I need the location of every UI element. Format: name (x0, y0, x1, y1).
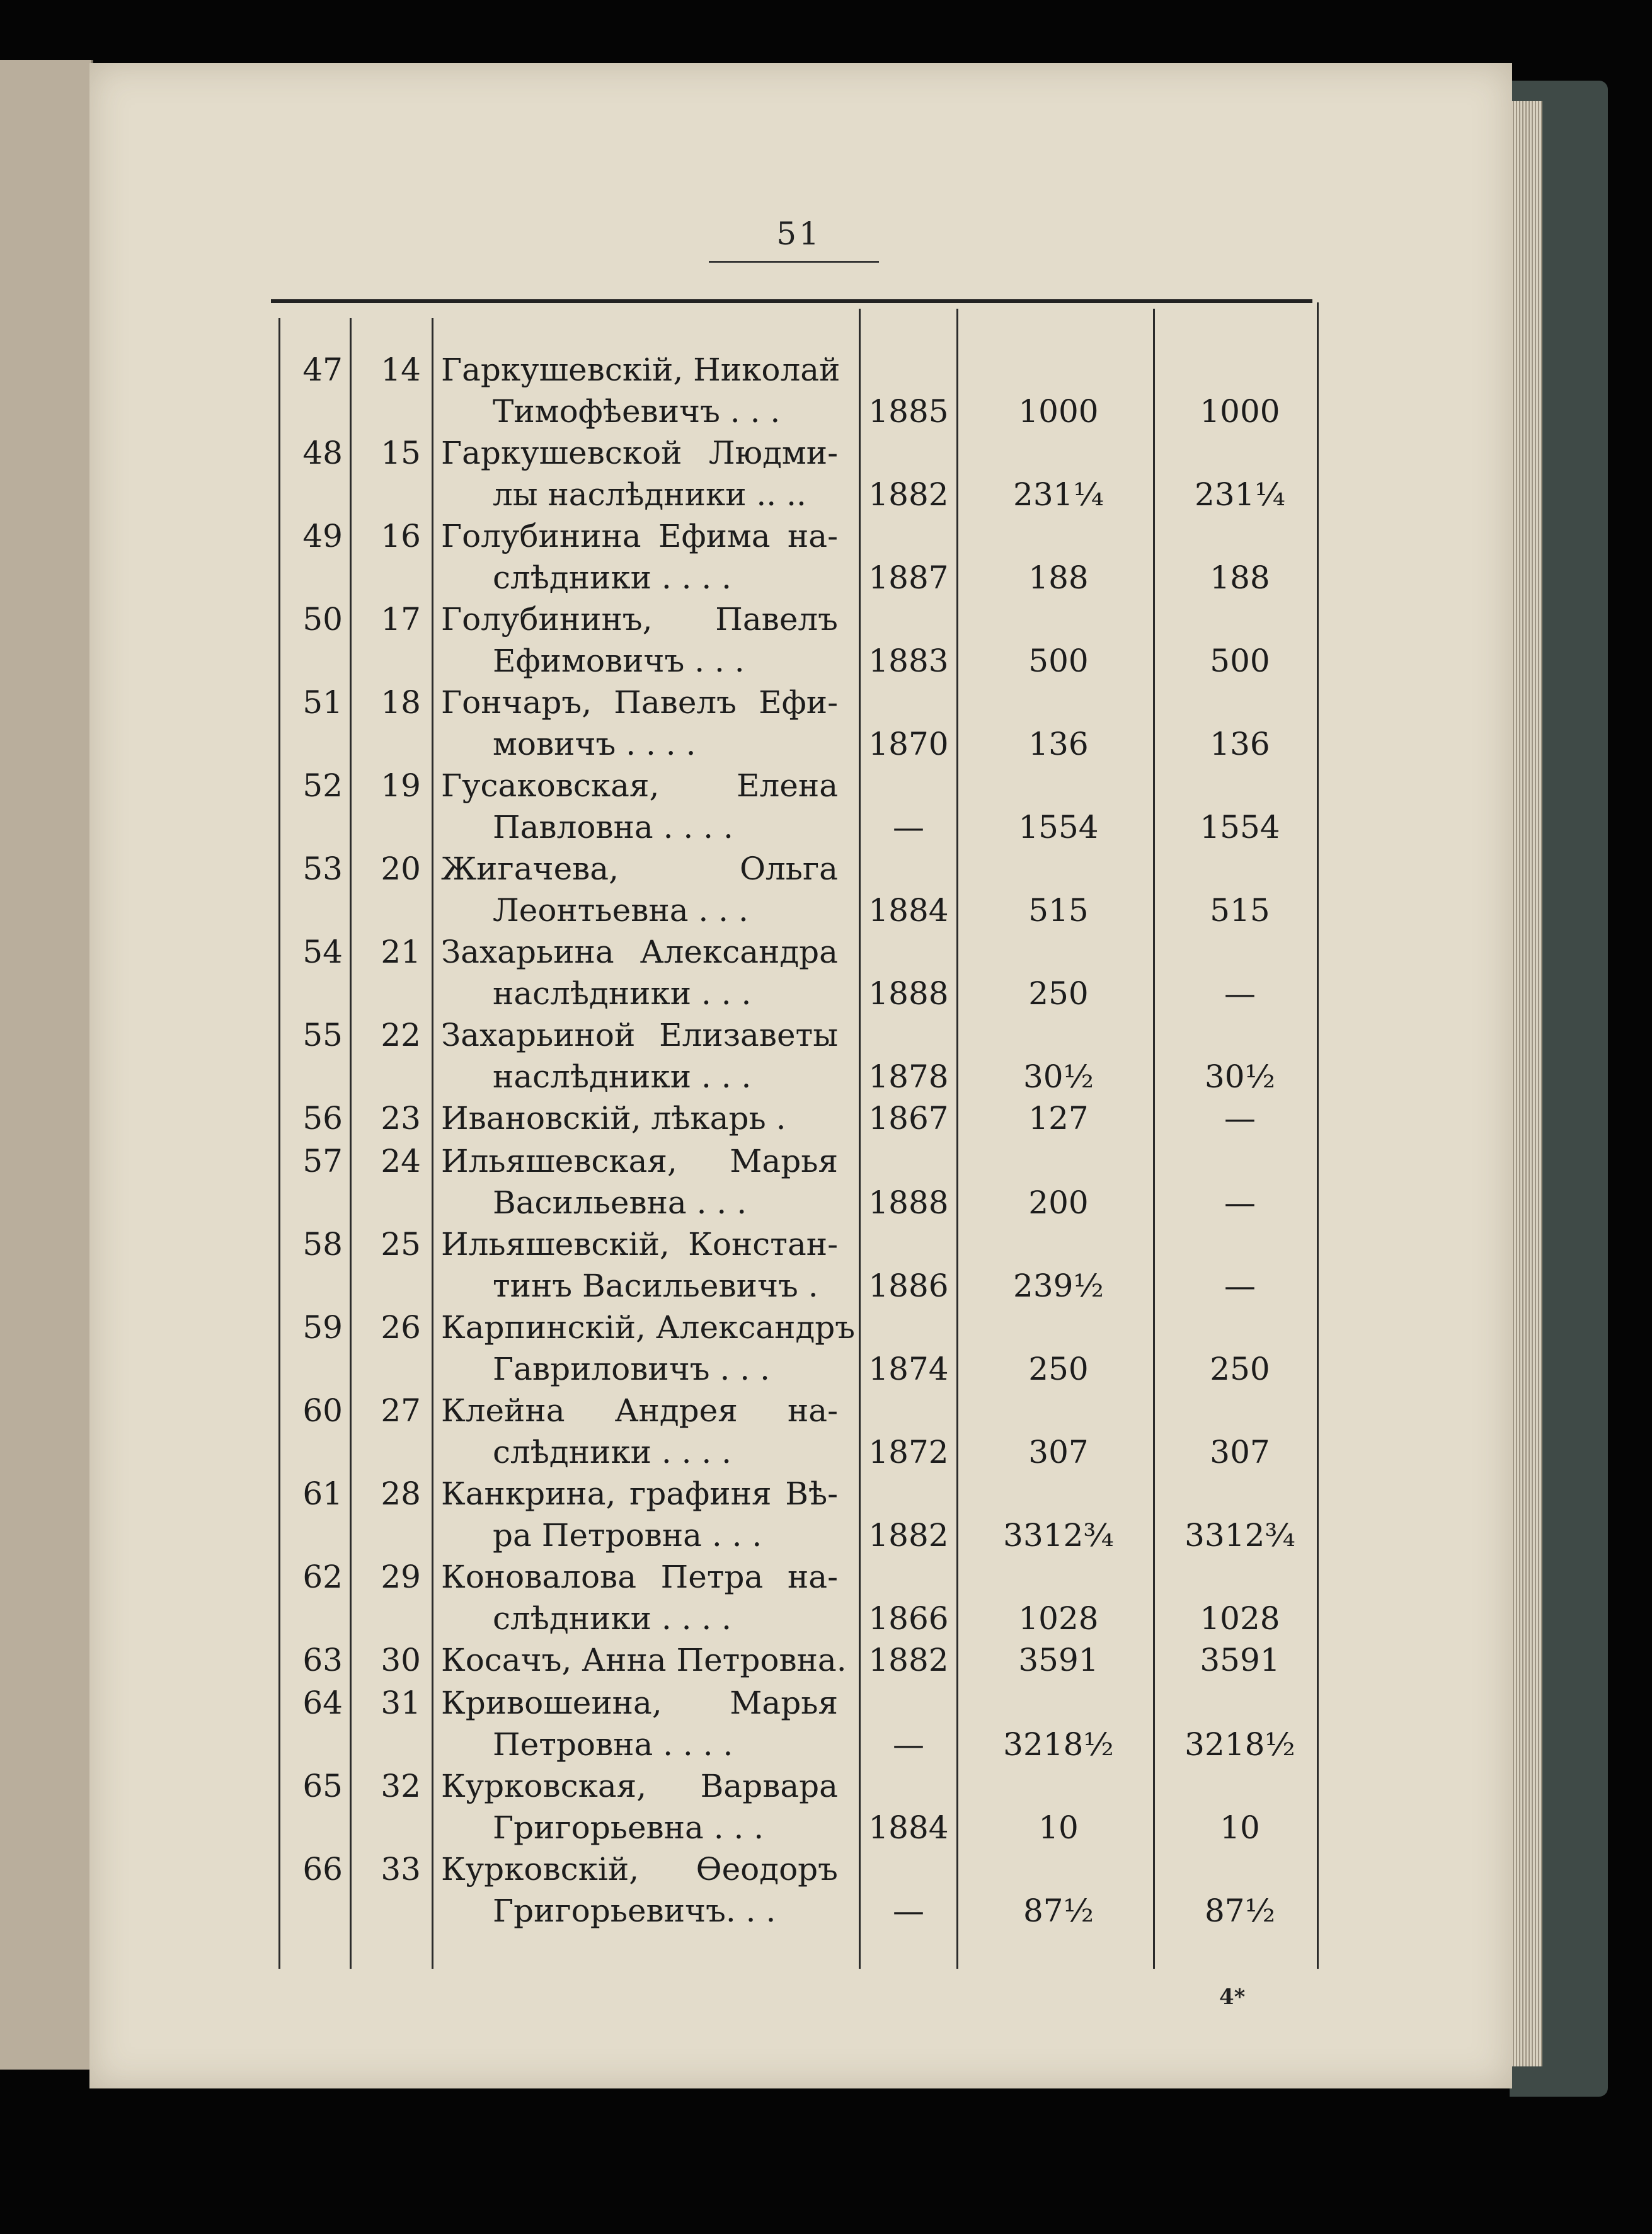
name-line-1: Ильяшевскій, Констан- (441, 1226, 838, 1263)
amount-1: 30½ (1023, 1058, 1094, 1095)
entry-number: 66 (302, 1851, 343, 1887)
year: 1883 (868, 643, 949, 679)
name-line-1: Захарьиной Елизаветы (441, 1017, 838, 1053)
sub-number: 24 (381, 1143, 421, 1179)
entry-number: 62 (302, 1559, 343, 1595)
amount-2: 307 (1210, 1434, 1270, 1470)
amount-1: 3312¾ (1003, 1517, 1114, 1554)
entry-number: 56 (302, 1100, 343, 1137)
amount-2: 87½ (1204, 1893, 1276, 1929)
sub-number: 21 (381, 934, 421, 970)
sub-number: 32 (381, 1768, 421, 1804)
name-line-1: Голубинина Ефима на- (441, 518, 838, 554)
sub-number: 14 (381, 352, 421, 388)
name-line-2: Васильевна . . . (493, 1184, 747, 1221)
table-row (0, 1307, 1652, 1390)
sub-number: 27 (381, 1392, 421, 1429)
table-row (0, 1557, 1652, 1640)
entry-number: 50 (302, 601, 343, 638)
name-line-1: Гусаковская, Елена (441, 767, 838, 804)
amount-1: 1554 (1018, 809, 1099, 845)
year: 1882 (868, 476, 949, 513)
name-line-1: Голубининъ, Павелъ (441, 601, 838, 638)
name-line-2: тинъ Васильевичъ . (493, 1268, 818, 1304)
entry-number: 64 (302, 1685, 343, 1721)
page-number: 51 (776, 215, 822, 252)
table-row (0, 516, 1652, 599)
table-row (0, 350, 1652, 433)
amount-1: 515 (1028, 892, 1089, 929)
table-row (0, 599, 1652, 682)
amount-2: 10 (1220, 1809, 1260, 1846)
name-line-2: Григорьевна . . . (493, 1809, 764, 1846)
entry-number: 55 (302, 1017, 343, 1053)
entry-number: 54 (302, 934, 343, 970)
entry-number: 57 (302, 1143, 343, 1179)
amount-2: 3312¾ (1185, 1517, 1295, 1554)
name-line-2: Григорьевичъ. . . (493, 1893, 776, 1929)
name-line-1: Жигачева, Ольга (441, 851, 838, 887)
table-row (0, 1015, 1652, 1098)
table-row (0, 1849, 1652, 1932)
amount-2: 188 (1210, 559, 1270, 596)
amount-2: — (1224, 1184, 1256, 1221)
name-line-1: Ивановскій, лѣкарь . (441, 1100, 786, 1137)
year: 1872 (868, 1434, 949, 1470)
sub-number: 33 (381, 1851, 421, 1887)
amount-1: 307 (1028, 1434, 1089, 1470)
year: 1867 (868, 1100, 949, 1137)
year: 1888 (868, 975, 949, 1012)
table-row (0, 1766, 1652, 1849)
year: — (893, 809, 924, 845)
name-line-1: Курковская, Варвара (441, 1768, 838, 1804)
amount-2: 515 (1210, 892, 1270, 929)
amount-1: 231¼ (1013, 476, 1104, 513)
entry-number: 47 (302, 352, 343, 388)
table-row (0, 1390, 1652, 1474)
sub-number: 23 (381, 1100, 421, 1137)
name-line-2: ра Петровна . . . (493, 1517, 762, 1554)
table-row (0, 1683, 1652, 1766)
entry-number: 51 (302, 684, 343, 721)
name-line-1: Курковскій, Ѳеодоръ (441, 1851, 838, 1887)
name-line-1: Клейна Андрея на- (441, 1392, 838, 1429)
amount-1: 127 (1028, 1100, 1089, 1137)
year: 1888 (868, 1184, 949, 1221)
year: 1870 (868, 726, 949, 762)
table-row (0, 1141, 1652, 1224)
name-line-1: Коновалова Петра на- (441, 1559, 838, 1595)
name-line-2: слѣдники . . . . (493, 559, 732, 596)
name-line-2: Ефимовичъ . . . (493, 643, 745, 679)
amount-1: 250 (1028, 1351, 1089, 1387)
year: 1884 (868, 1809, 949, 1846)
name-line-1: Гончаръ, Павелъ Ефи- (441, 684, 838, 721)
amount-1: 1028 (1018, 1600, 1099, 1637)
table-row (0, 849, 1652, 932)
name-line-2: Леонтьевна . . . (493, 892, 749, 929)
amount-1: 1000 (1018, 393, 1099, 430)
name-line-2: Павловна . . . . (493, 809, 733, 845)
amount-2: 1000 (1200, 393, 1280, 430)
sub-number: 18 (381, 684, 421, 721)
page-number-rule (709, 261, 879, 263)
amount-2: 3591 (1200, 1642, 1280, 1678)
entry-number: 49 (302, 518, 343, 554)
name-line-2: слѣдники . . . . (493, 1434, 732, 1470)
name-line-1: Захарьина Александра (441, 934, 838, 970)
entry-number: 61 (302, 1475, 343, 1512)
year: — (893, 1893, 924, 1929)
entry-number: 63 (302, 1642, 343, 1678)
amount-2: — (1224, 1100, 1256, 1137)
amount-2: 30½ (1204, 1058, 1276, 1095)
table-top-rule (271, 299, 1312, 303)
table-row (0, 682, 1652, 765)
amount-2: 3218½ (1185, 1726, 1295, 1763)
table-row (0, 433, 1652, 516)
year: 1878 (868, 1058, 949, 1095)
sub-number: 17 (381, 601, 421, 638)
sub-number: 29 (381, 1559, 421, 1595)
sub-number: 30 (381, 1642, 421, 1678)
entry-number: 58 (302, 1226, 343, 1263)
name-line-2: Тимофѣевичъ . . . (493, 393, 781, 430)
name-line-2: слѣдники . . . . (493, 1600, 732, 1637)
amount-2: 1028 (1200, 1600, 1280, 1637)
name-line-2: наслѣдники . . . (493, 1058, 752, 1095)
sub-number: 26 (381, 1309, 421, 1346)
name-line-1: Гаркушевскій, Николай (441, 352, 840, 388)
entry-number: 53 (302, 851, 343, 887)
table-row (0, 765, 1652, 849)
entry-number: 48 (302, 435, 343, 471)
name-line-2: лы наслѣдники .. .. (493, 476, 806, 513)
amount-1: 3591 (1018, 1642, 1099, 1678)
name-line-1: Ильяшевская, Марья (441, 1143, 838, 1179)
name-line-2: наслѣдники . . . (493, 975, 752, 1012)
amount-2: — (1224, 1268, 1256, 1304)
year: 1866 (868, 1600, 949, 1637)
sub-number: 25 (381, 1226, 421, 1263)
entry-number: 60 (302, 1392, 343, 1429)
year: 1885 (868, 393, 949, 430)
sub-number: 28 (381, 1475, 421, 1512)
amount-2: 500 (1210, 643, 1270, 679)
table-row (0, 1224, 1652, 1307)
name-line-1: Канкрина, графиня Вѣ- (441, 1475, 838, 1512)
amount-1: 87½ (1023, 1893, 1094, 1929)
year: 1886 (868, 1268, 949, 1304)
amount-2: 1554 (1200, 809, 1280, 845)
amount-2: — (1224, 975, 1256, 1012)
year: 1887 (868, 559, 949, 596)
amount-2: 231¼ (1195, 476, 1285, 513)
sub-number: 20 (381, 851, 421, 887)
table-row (0, 932, 1652, 1015)
year: — (893, 1726, 924, 1763)
year: 1884 (868, 892, 949, 929)
amount-1: 3218½ (1003, 1726, 1114, 1763)
name-line-1: Гаркушевской Людми- (441, 435, 838, 471)
year: 1882 (868, 1517, 949, 1554)
amount-1: 10 (1038, 1809, 1079, 1846)
amount-2: 250 (1210, 1351, 1270, 1387)
table-row (0, 1474, 1652, 1557)
amount-1: 136 (1028, 726, 1089, 762)
sub-number: 15 (381, 435, 421, 471)
year: 1882 (868, 1642, 949, 1678)
amount-1: 239½ (1013, 1268, 1104, 1304)
sub-number: 16 (381, 518, 421, 554)
name-line-1: Карпинскій, Александръ (441, 1309, 856, 1346)
amount-1: 500 (1028, 643, 1089, 679)
name-line-2: мовичъ . . . . (493, 726, 696, 762)
name-line-1: Кривошеина, Марья (441, 1685, 838, 1721)
entry-number: 65 (302, 1768, 343, 1804)
amount-1: 250 (1028, 975, 1089, 1012)
name-line-2: Гавриловичъ . . . (493, 1351, 770, 1387)
name-line-2: Петровна . . . . (493, 1726, 733, 1763)
signature-mark: 4* (1219, 1985, 1246, 2010)
sub-number: 19 (381, 767, 421, 804)
entry-number: 52 (302, 767, 343, 804)
amount-1: 200 (1028, 1184, 1089, 1221)
entry-number: 59 (302, 1309, 343, 1346)
amount-2: 136 (1210, 726, 1270, 762)
year: 1874 (868, 1351, 949, 1387)
name-line-1: Косачъ, Анна Петровна. (441, 1642, 847, 1678)
sub-number: 31 (381, 1685, 421, 1721)
amount-1: 188 (1028, 559, 1089, 596)
sub-number: 22 (381, 1017, 421, 1053)
